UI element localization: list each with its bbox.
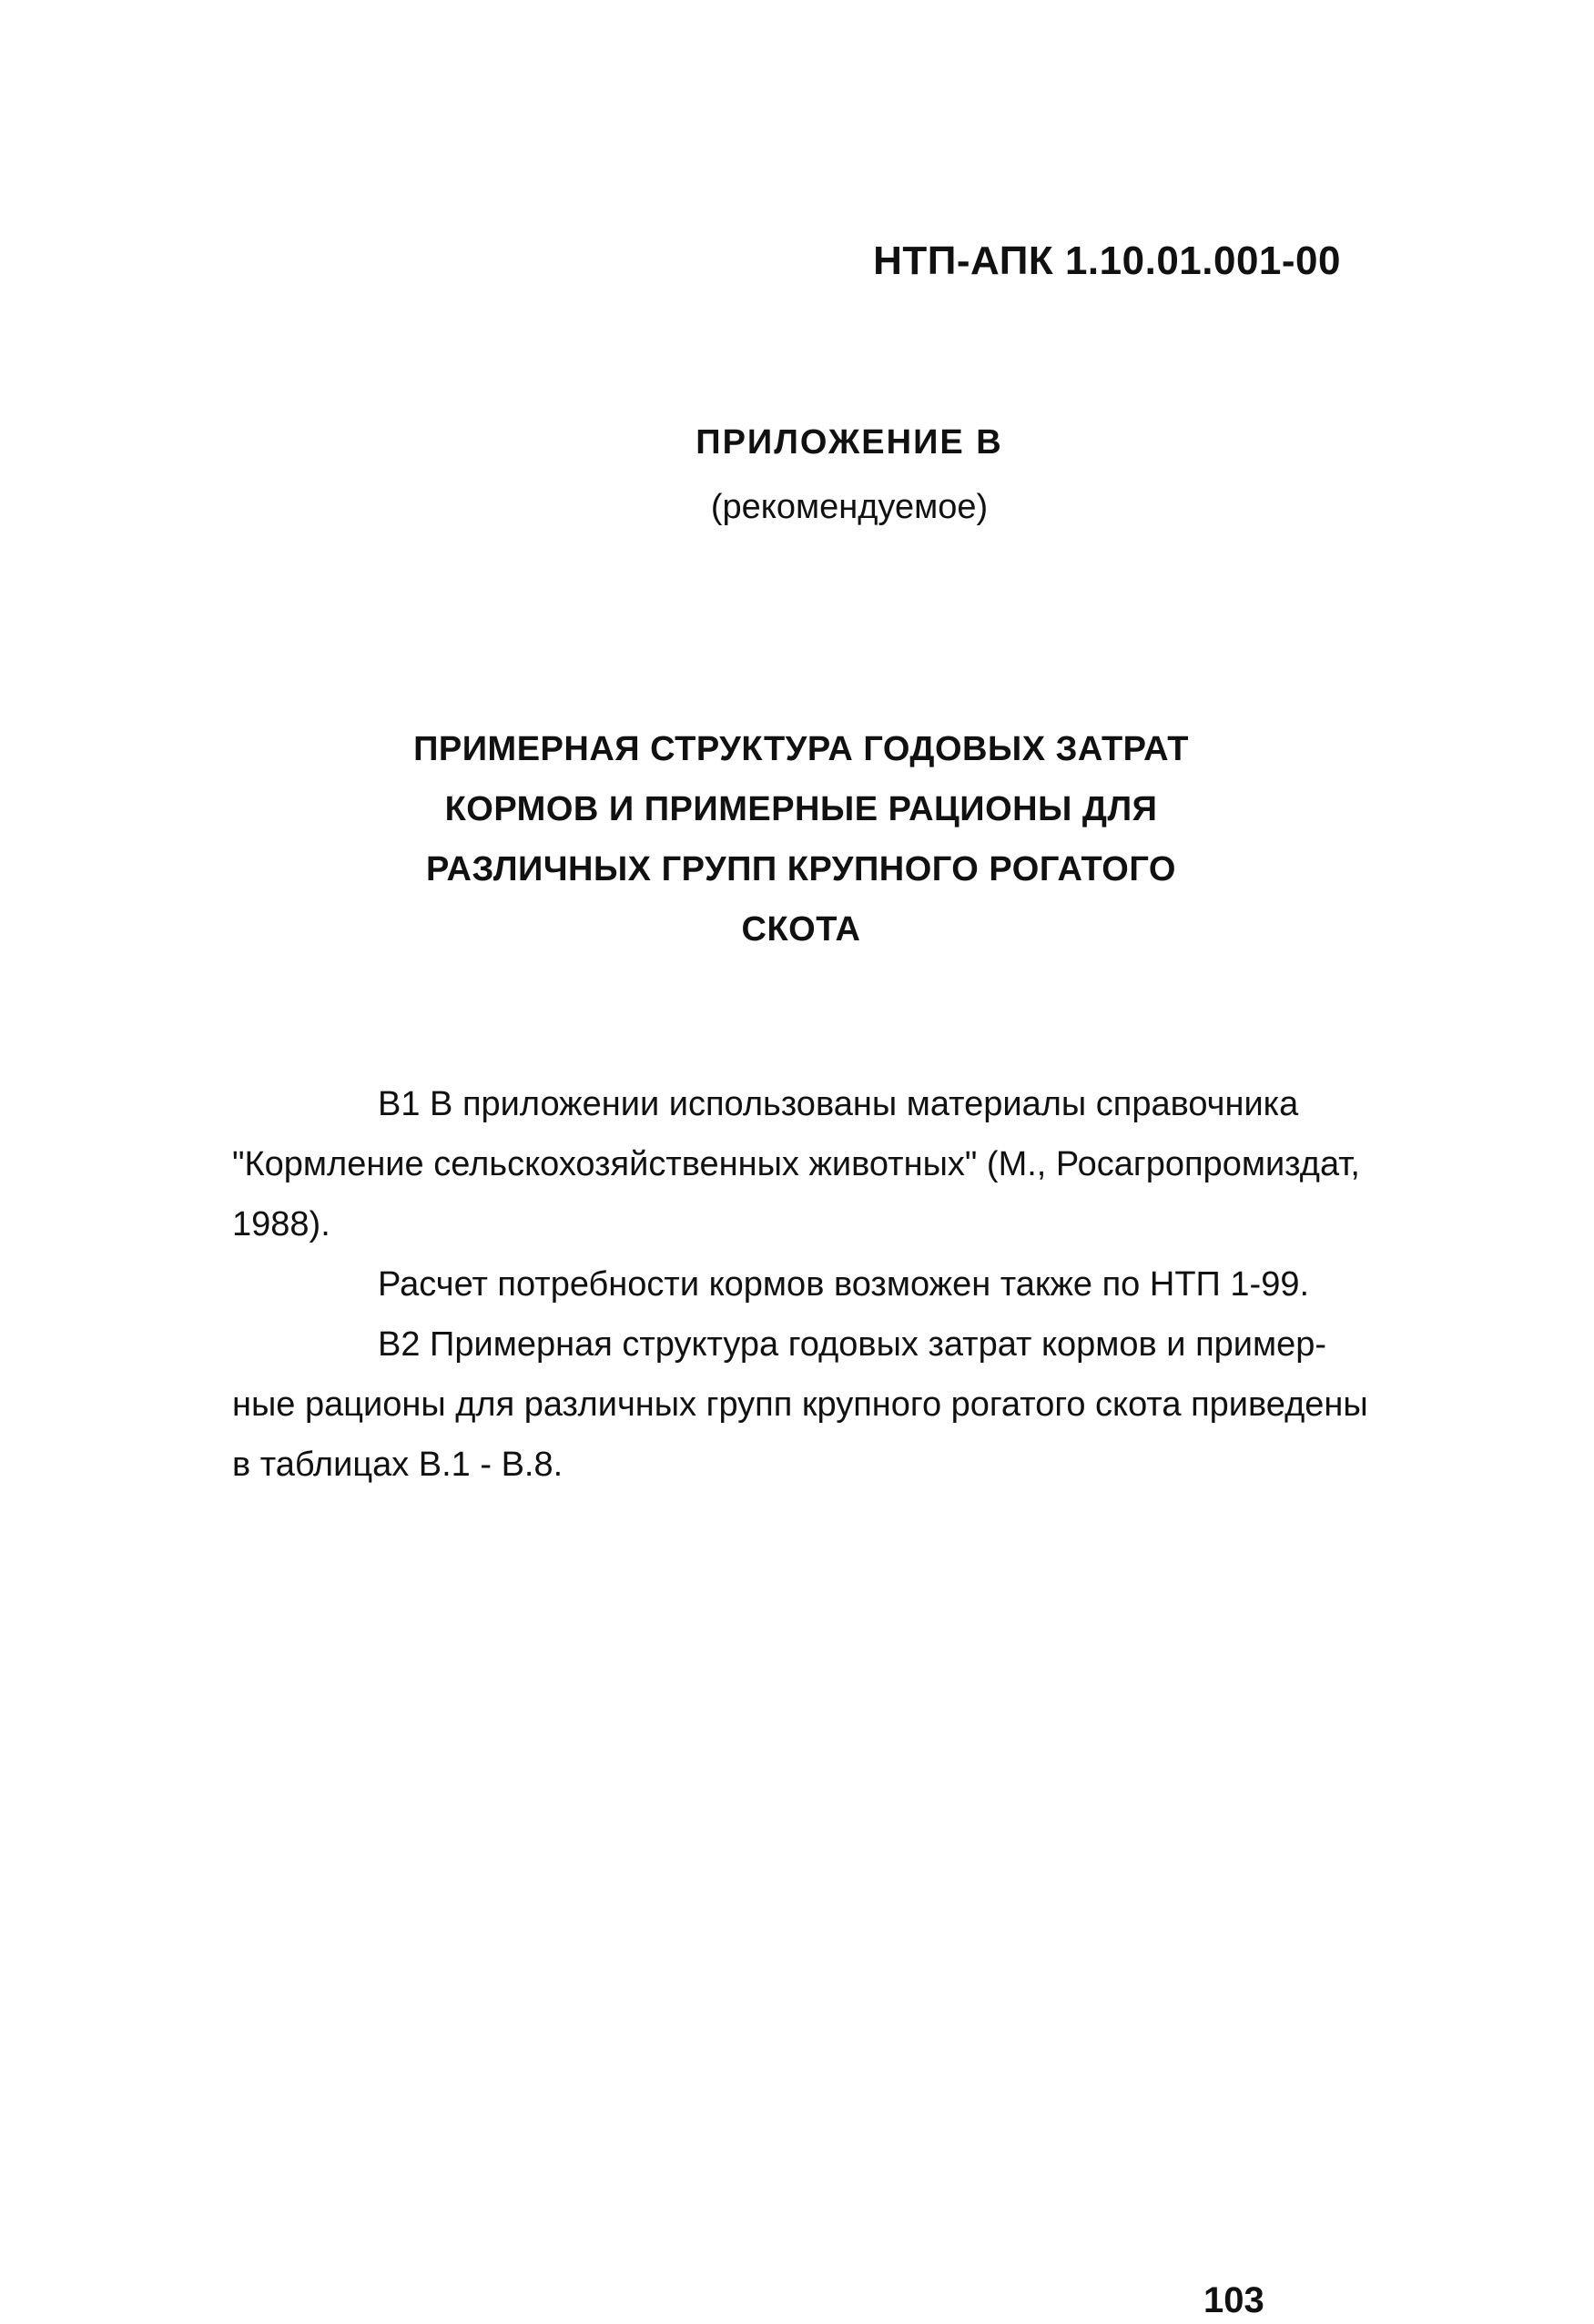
section-title-line: СКОТА (741, 910, 861, 949)
paragraph-b1-line: "Кормление сельскохозяйственных животных" (М., Росагропромиздат, (232, 1145, 1360, 1183)
appendix-heading (0, 423, 1594, 527)
paragraph-b2-line: в таблицах В.1 - В.8. (232, 1446, 563, 1484)
appendix-title: ПРИЛОЖЕНИЕ В (695, 423, 1003, 462)
paragraph-b1-line: 1988). (232, 1205, 330, 1243)
section-title-line: ПРИМЕРНАЯ СТРУКТУРА ГОДОВЫХ ЗАТРАТ (413, 730, 1189, 768)
section-title-line: РАЗЛИЧНЫХ ГРУПП КРУПНОГО РОГАТОГО (426, 850, 1176, 888)
paragraph-b2-line: ные рационы для различных групп крупного рогатого скота приведены (232, 1385, 1368, 1424)
page-number: 103 (1203, 2280, 1264, 2320)
appendix-subtitle: (рекомендуемое) (710, 488, 989, 526)
paragraph-calculation-line: Расчет потребности кормов возможен также по НТП 1-99. (378, 1265, 1310, 1304)
paragraph-b2-line: В2 Примерная структура годовых затрат кормов и пример- (378, 1325, 1327, 1364)
section-title (300, 719, 1302, 959)
paragraph-b1-line: В1 В приложении использованы материалы справочника (378, 1085, 1299, 1123)
section-title-line: КОРМОВ И ПРИМЕРНЫЕ РАЦИОНЫ ДЛЯ (444, 790, 1158, 828)
document-code: НТП-АПК 1.10.01.001-00 (873, 238, 1341, 283)
body-text (232, 1074, 1368, 1495)
